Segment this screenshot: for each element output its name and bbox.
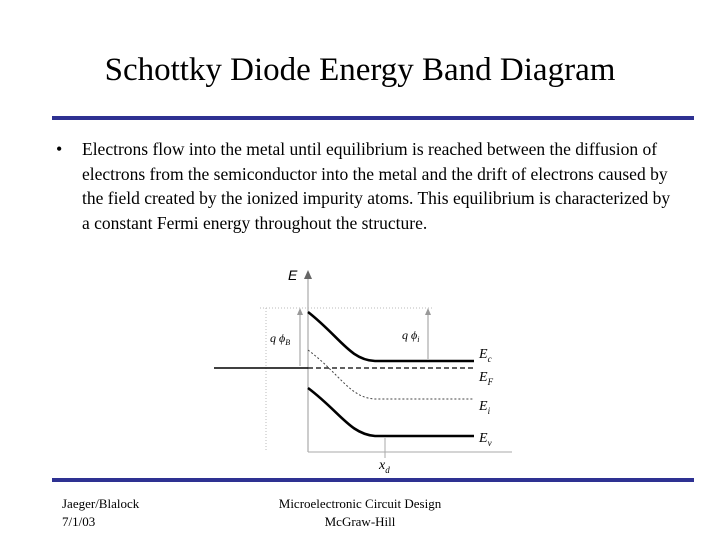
footer-date: 7/1/03	[62, 514, 96, 529]
bullet-text: Electrons flow into the metal until equilibrium is reached between the diffusion of electrons from the semiconductor into the metal and the drift of electrons caused by the field created by the ionized impurity atoms. This equilibrium is characterized by a constant Fermi energy throughout the structure.	[82, 139, 671, 233]
footer-authors-name: Jaeger/Blalock	[62, 496, 140, 511]
slide-title: Schottky Diode Energy Band Diagram	[104, 52, 616, 88]
barrier-height-label: q $\phi_B$	[270, 331, 291, 347]
bottom-divider	[52, 478, 694, 482]
footer-book-title: Microelectronic Circuit Design	[278, 496, 442, 511]
top-divider	[52, 116, 694, 120]
footer-authors	[62, 495, 139, 531]
intrinsic-level	[308, 350, 474, 399]
valence-band-label: $E_v$	[479, 431, 492, 448]
depletion-width-label: $x_d$	[379, 458, 390, 474]
conduction-band	[308, 312, 474, 361]
barrier-arrow-head	[297, 308, 303, 315]
energy-band-diagram	[200, 262, 520, 474]
energy-axis-arrow	[304, 270, 312, 279]
builtin-arrow-head	[425, 308, 431, 315]
energy-axis-label: E	[288, 267, 298, 283]
conduction-band-label: $E_c$	[479, 347, 492, 364]
bullet-marker: •	[56, 139, 63, 159]
fermi-level-label: $E_F$	[479, 370, 494, 387]
builtin-potential-label: q $\phi_i$	[402, 328, 420, 344]
valence-band	[308, 388, 474, 436]
footer-publisher: McGraw-Hill	[324, 514, 396, 529]
intrinsic-level-label: $E_i$	[479, 399, 491, 416]
footer-book	[250, 495, 470, 531]
